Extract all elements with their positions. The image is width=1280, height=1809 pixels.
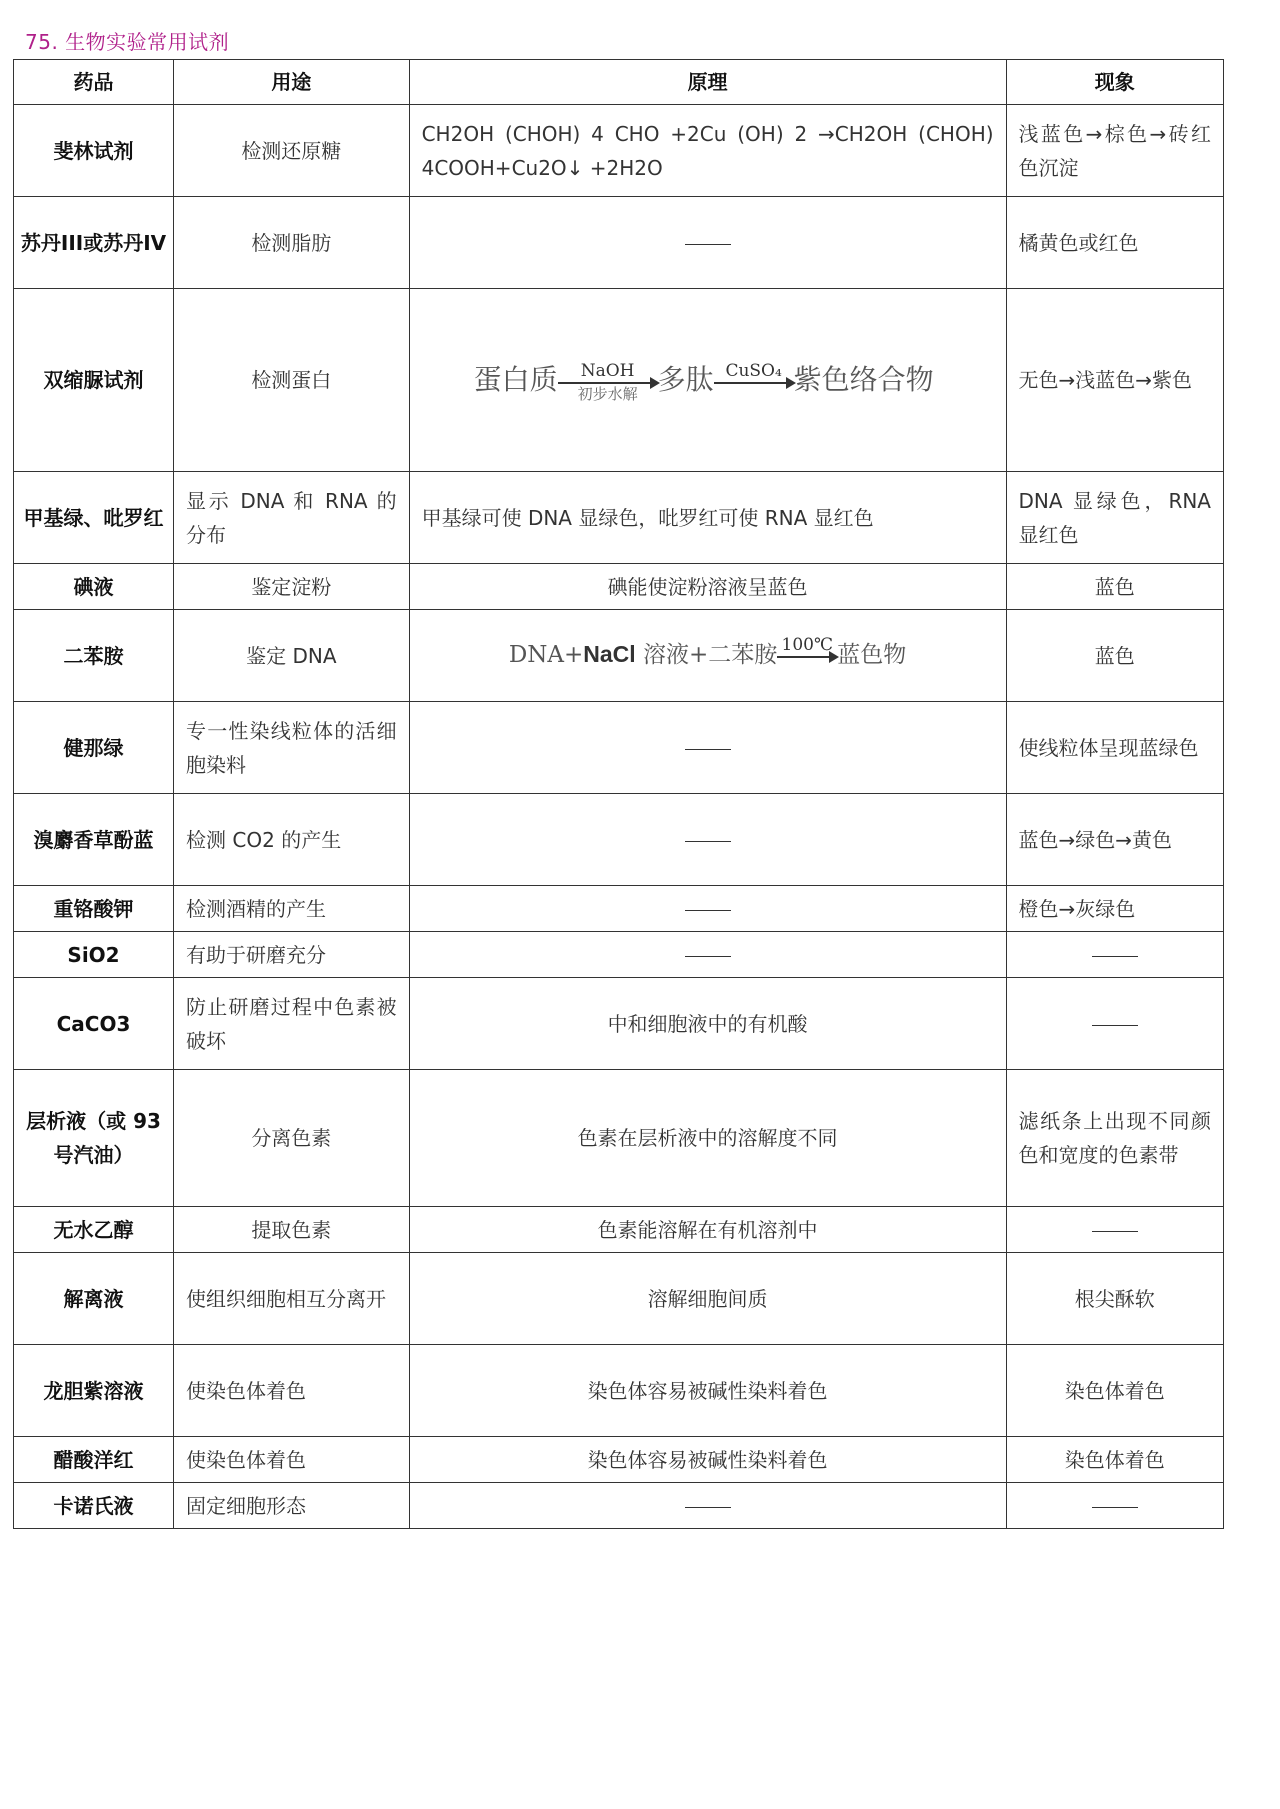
drug-cell: 溴麝香草酚蓝 bbox=[14, 794, 174, 886]
use-cell: 提取色素 bbox=[174, 1207, 410, 1253]
arrow-label-hydrolysis: 初步水解 bbox=[577, 384, 638, 403]
drug-cell: SiO2 bbox=[14, 932, 174, 978]
phenomenon-cell: 橘黄色或红色 bbox=[1006, 197, 1223, 289]
reaction-complex: 紫色络合物 bbox=[793, 363, 934, 396]
phenomenon-cell: 橙色→灰绿色 bbox=[1006, 886, 1223, 932]
use-cell: 使组织细胞相互分离开 bbox=[174, 1253, 410, 1345]
use-cell: 检测脂肪 bbox=[174, 197, 410, 289]
table-row bbox=[14, 105, 1224, 197]
phenomenon-cell: 蓝色 bbox=[1006, 564, 1223, 610]
drug-cell: CaCO3 bbox=[14, 978, 174, 1070]
use-cell: 使染色体着色 bbox=[174, 1345, 410, 1437]
reaction-protein: 蛋白质 bbox=[473, 363, 558, 396]
table-row bbox=[14, 1345, 1224, 1437]
principle-cell: 溶解细胞间质 bbox=[409, 1253, 1006, 1345]
table-row bbox=[14, 1070, 1224, 1207]
arrow-label-naoh: NaOH bbox=[580, 360, 635, 381]
table-row bbox=[14, 978, 1224, 1070]
dash-mark bbox=[1092, 1025, 1138, 1026]
page-title: 75. 生物实验常用试剂 bbox=[25, 30, 230, 54]
table-row bbox=[14, 610, 1224, 702]
table-row bbox=[14, 932, 1224, 978]
drug-cell: 碘液 bbox=[14, 564, 174, 610]
principle-cell bbox=[409, 932, 1006, 978]
phenomenon-cell bbox=[1006, 1207, 1223, 1253]
table-row bbox=[14, 472, 1224, 564]
drug-cell: 无水乙醇 bbox=[14, 1207, 174, 1253]
arrow-line bbox=[558, 382, 658, 384]
drug-cell: 甲基绿、吡罗红 bbox=[14, 472, 174, 564]
phenomenon-cell: 蓝色→绿色→黄色 bbox=[1006, 794, 1223, 886]
drug-cell: 解离液 bbox=[14, 1253, 174, 1345]
arrow-line bbox=[777, 656, 837, 658]
use-cell: 显示 DNA 和 RNA 的分布 bbox=[174, 472, 410, 564]
drug-cell: 苏丹III或苏丹IV bbox=[14, 197, 174, 289]
header-use: 用途 bbox=[174, 60, 410, 105]
use-cell: 鉴定 DNA bbox=[174, 610, 410, 702]
phenomenon-cell: 蓝色 bbox=[1006, 610, 1223, 702]
dash-mark bbox=[685, 1507, 731, 1508]
principle-cell bbox=[409, 702, 1006, 794]
use-cell: 有助于研磨充分 bbox=[174, 932, 410, 978]
table-row bbox=[14, 702, 1224, 794]
dash-mark bbox=[1092, 1507, 1138, 1508]
use-cell: 使染色体着色 bbox=[174, 1437, 410, 1483]
phenomenon-cell bbox=[1006, 1483, 1223, 1529]
principle-cell: 中和细胞液中的有机酸 bbox=[409, 978, 1006, 1070]
drug-cell: 龙胆紫溶液 bbox=[14, 1345, 174, 1437]
use-cell: 固定细胞形态 bbox=[174, 1483, 410, 1529]
phenomenon-cell bbox=[1006, 978, 1223, 1070]
phenomenon-cell: 染色体着色 bbox=[1006, 1437, 1223, 1483]
drug-cell: 健那绿 bbox=[14, 702, 174, 794]
drug-cell: 重铬酸钾 bbox=[14, 886, 174, 932]
phenomenon-cell: DNA 显绿色，RNA 显红色 bbox=[1006, 472, 1223, 564]
header-principle: 原理 bbox=[409, 60, 1006, 105]
table-row bbox=[14, 886, 1224, 932]
table-row bbox=[14, 197, 1224, 289]
phenomenon-cell: 浅蓝色→棕色→砖红色沉淀 bbox=[1006, 105, 1223, 197]
header-drug: 药品 bbox=[14, 60, 174, 105]
table-row bbox=[14, 1253, 1224, 1345]
reaction-peptide: 多肽 bbox=[657, 363, 714, 396]
principle-cell: 甲基绿可使 DNA 显绿色，吡罗红可使 RNA 显红色 bbox=[409, 472, 1006, 564]
dash-mark bbox=[685, 841, 731, 842]
phenomenon-cell bbox=[1006, 932, 1223, 978]
table-row bbox=[14, 1437, 1224, 1483]
dpa-dna: DNA+ bbox=[508, 641, 584, 668]
reaction-arrow-heat bbox=[777, 635, 837, 677]
dash-mark bbox=[685, 244, 731, 245]
table-row bbox=[14, 289, 1224, 472]
reaction-arrow-naoh bbox=[558, 361, 658, 403]
principle-cell: 染色体容易被碱性染料着色 bbox=[409, 1345, 1006, 1437]
use-cell: 鉴定淀粉 bbox=[174, 564, 410, 610]
principle-cell: 色素在层析液中的溶解度不同 bbox=[409, 1070, 1006, 1207]
principle-cell: 碘能使淀粉溶液呈蓝色 bbox=[409, 564, 1006, 610]
drug-cell: 醋酸洋红 bbox=[14, 1437, 174, 1483]
table-row bbox=[14, 1207, 1224, 1253]
dash-mark bbox=[1092, 956, 1138, 957]
dash-mark bbox=[685, 956, 731, 957]
arrow-label-temp: 100℃ bbox=[781, 634, 834, 655]
arrow-label-cuso4: CuSO₄ bbox=[725, 360, 782, 381]
table-row bbox=[14, 794, 1224, 886]
drug-cell: 层析液（或 93 号汽油） bbox=[14, 1070, 174, 1207]
principle-cell bbox=[409, 1483, 1006, 1529]
principle-cell: CH2OH (CHOH) 4 CHO +2Cu (OH) 2 →CH2OH (CHOH) 4COOH+Cu2O↓ +2H2O bbox=[409, 105, 1006, 197]
drug-cell: 二苯胺 bbox=[14, 610, 174, 702]
use-cell: 专一性染线粒体的活细胞染料 bbox=[174, 702, 410, 794]
use-cell: 检测酒精的产生 bbox=[174, 886, 410, 932]
use-cell: 检测还原糖 bbox=[174, 105, 410, 197]
arrow-line bbox=[714, 382, 794, 384]
principle-cell: 色素能溶解在有机溶剂中 bbox=[409, 1207, 1006, 1253]
phenomenon-cell: 滤纸条上出现不同颜色和宽度的色素带 bbox=[1006, 1070, 1223, 1207]
principle-cell bbox=[409, 886, 1006, 932]
phenomenon-cell: 根尖酥软 bbox=[1006, 1253, 1223, 1345]
dpa-nacl: NaCl bbox=[583, 640, 636, 667]
principle-cell bbox=[409, 289, 1006, 472]
use-cell: 分离色素 bbox=[174, 1070, 410, 1207]
principle-cell bbox=[409, 610, 1006, 702]
use-cell: 检测 CO2 的产生 bbox=[174, 794, 410, 886]
phenomenon-cell: 染色体着色 bbox=[1006, 1345, 1223, 1437]
dash-mark bbox=[685, 749, 731, 750]
drug-cell: 卡诺氏液 bbox=[14, 1483, 174, 1529]
drug-cell: 双缩脲试剂 bbox=[14, 289, 174, 472]
phenomenon-cell: 无色→浅蓝色→紫色 bbox=[1006, 289, 1223, 472]
header-phenomenon: 现象 bbox=[1006, 60, 1223, 105]
table-row bbox=[14, 1483, 1224, 1529]
use-cell: 防止研磨过程中色素被破坏 bbox=[174, 978, 410, 1070]
table-row bbox=[14, 564, 1224, 610]
drug-cell: 斐林试剂 bbox=[14, 105, 174, 197]
dash-mark bbox=[1092, 1231, 1138, 1232]
table-header-row bbox=[14, 60, 1224, 105]
reagent-table bbox=[13, 59, 1224, 1529]
principle-cell bbox=[409, 794, 1006, 886]
phenomenon-cell: 使线粒体呈现蓝绿色 bbox=[1006, 702, 1223, 794]
principle-cell bbox=[409, 197, 1006, 289]
dash-mark bbox=[685, 910, 731, 911]
dpa-product: 蓝色物 bbox=[837, 641, 907, 668]
reaction-arrow-cuso4 bbox=[714, 361, 794, 403]
use-cell: 检测蛋白 bbox=[174, 289, 410, 472]
principle-cell: 染色体容易被碱性染料着色 bbox=[409, 1437, 1006, 1483]
dpa-solution: 溶液+二苯胺 bbox=[635, 641, 778, 668]
